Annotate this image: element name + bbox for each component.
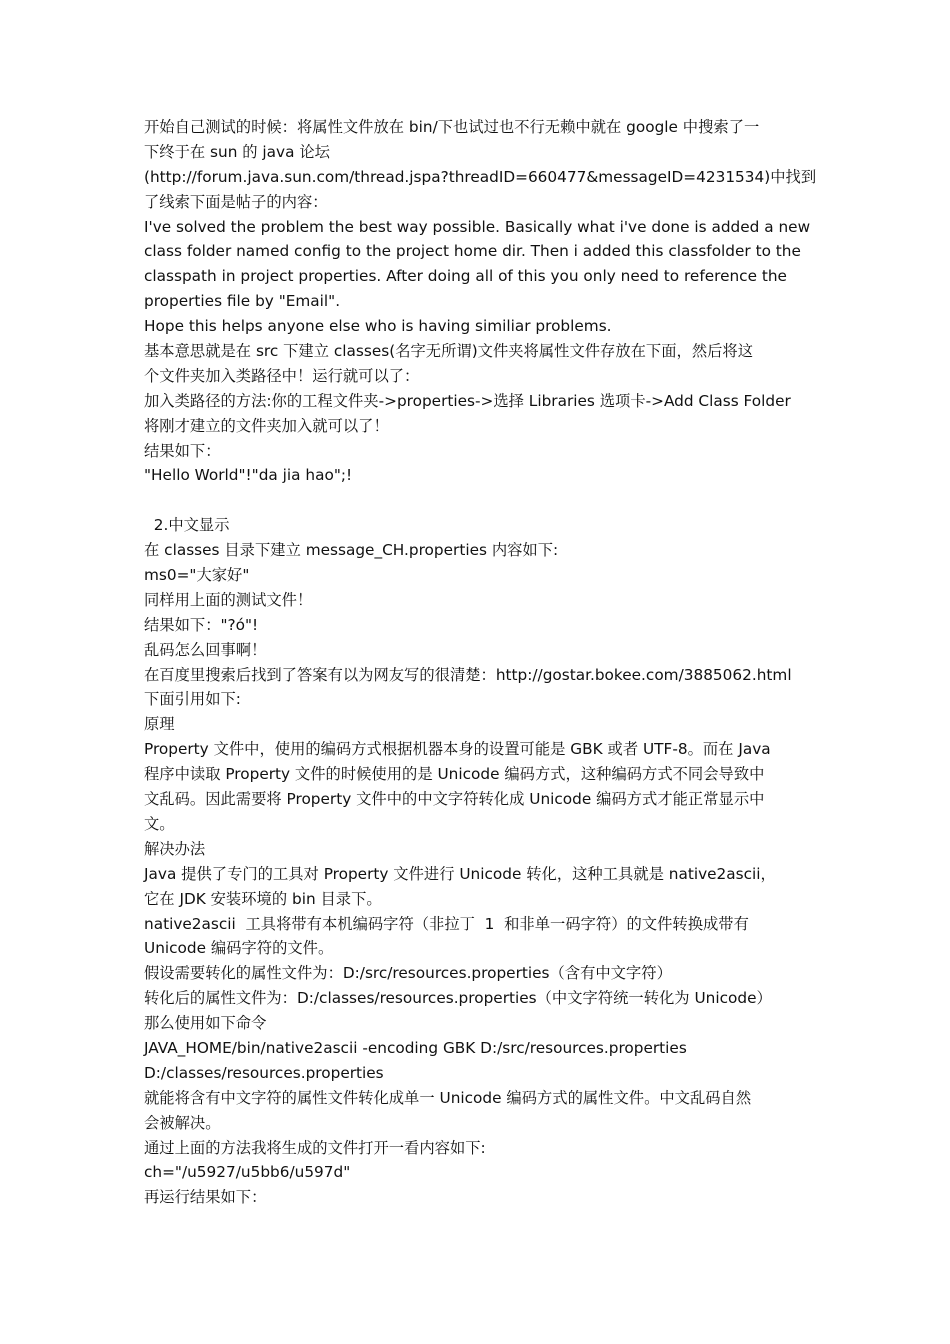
text-line: (http://forum.java.sun.com/thread.jspa?threadID=660477&messageID=4231534)中找到	[144, 167, 817, 186]
text-line: 在百度里搜索后找到了答案有以为网友写的很清楚：http://gostar.bokee.com/3885062.html	[144, 665, 792, 684]
text-line: 转化后的属性文件为：D:/classes/resources.properties（中文字符统一转化为 Unicode）	[144, 989, 772, 1008]
code-line: JAVA_HOME/bin/native2ascii -encoding GBK D:/src/resources.properties	[144, 1038, 687, 1057]
text-line: 开始自己测试的时候：将属性文件放在 bin/下也试过也不行无赖中就在 google 中搜索了一	[144, 118, 760, 136]
code-line: ms0="大家好"	[144, 566, 250, 585]
text-line: Property 文件中，使用的编码方式根据机器本身的设置可能是 GBK 或者 UTF-8。而在 Java	[144, 740, 771, 759]
text-line: 将刚才建立的文件夹加入就可以了！	[144, 416, 389, 435]
text-line: 个文件夹加入类路径中！运行就可以了：	[144, 366, 420, 385]
quoted-text-line: properties file by "Email".	[144, 292, 341, 311]
text-line: 它在 JDK 安装环境的 bin 目录下。	[144, 889, 382, 908]
blank-line	[144, 488, 808, 513]
text-line: 在 classes 目录下建立 message_CH.properties 内容如下:	[144, 541, 559, 560]
quoted-text-line: class folder named config to the project home dir. Then i added this classfolder to the	[144, 242, 801, 261]
text-line: 了线索下面是帖子的内容：	[144, 192, 328, 211]
quoted-text-line: I've solved the problem the best way possible. Basically what i've done is added a new	[144, 217, 811, 236]
text-line: 那么使用如下命令	[144, 1014, 267, 1033]
text-line: Java 提供了专门的工具对 Property 文件进行 Unicode 转化，这种工具就是 native2ascii，	[144, 864, 776, 883]
code-line: D:/classes/resources.properties	[144, 1063, 384, 1082]
text-line: 基本意思就是在 src 下建立 classes(名字无所谓)文件夹将属性文件存放在下面，然后将这	[144, 342, 754, 361]
text-line: 就能将含有中文字符的属性文件转化成单一 Unicode 编码方式的属性文件。中文乱码自然	[144, 1088, 752, 1107]
quoted-text-line: Hope this helps anyone else who is having similiar problems.	[144, 317, 612, 336]
text-line: 加入类路径的方法:你的工程文件夹->properties->选择 Libraries 选项卡->Add Class Folder	[144, 391, 791, 410]
text-line: 文乱码。因此需要将 Property 文件中的中文字符转化成 Unicode 编码方式才能正常显示中	[144, 790, 765, 809]
quoted-text-line: classpath in project properties. After doing all of this you only need to reference the	[144, 267, 787, 286]
text-line: Unicode 编码字符的文件。	[144, 939, 334, 958]
text-line: 会被解决。	[144, 1113, 221, 1132]
text-line: 下终于在 sun 的 java 论坛	[144, 142, 330, 161]
section-heading: 2.中文显示	[144, 516, 230, 535]
subheading: 原理	[144, 715, 175, 734]
text-line: 再运行结果如下：	[144, 1188, 267, 1207]
text-line: 结果如下："?ó"!	[144, 615, 259, 634]
document-body	[144, 115, 817, 1210]
code-line: "Hello World"!"da jia hao";!	[144, 466, 353, 485]
text-line: 同样用上面的测试文件！	[144, 590, 313, 609]
text-line: 假设需要转化的属性文件为：D:/src/resources.properties（含有中文字符）	[144, 964, 672, 983]
text-line: native2ascii 工具将带有本机编码字符（非拉丁 1 和非单一码字符）的文件转换成带有	[144, 914, 749, 933]
text-line: 文。	[144, 814, 175, 833]
text-line: 下面引用如下:	[144, 690, 241, 709]
text-line: 乱码怎么回事啊！	[144, 640, 267, 659]
text-line: 通过上面的方法我将生成的文件打开一看内容如下:	[144, 1138, 486, 1157]
subheading: 解决办法	[144, 839, 206, 858]
text-line: 结果如下：	[144, 441, 221, 460]
text-line: 程序中读取 Property 文件的时候使用的是 Unicode 编码方式，这种编码方式不同会导致中	[144, 765, 765, 784]
code-line: ch="/u5927/u5bb6/u597d"	[144, 1163, 351, 1182]
